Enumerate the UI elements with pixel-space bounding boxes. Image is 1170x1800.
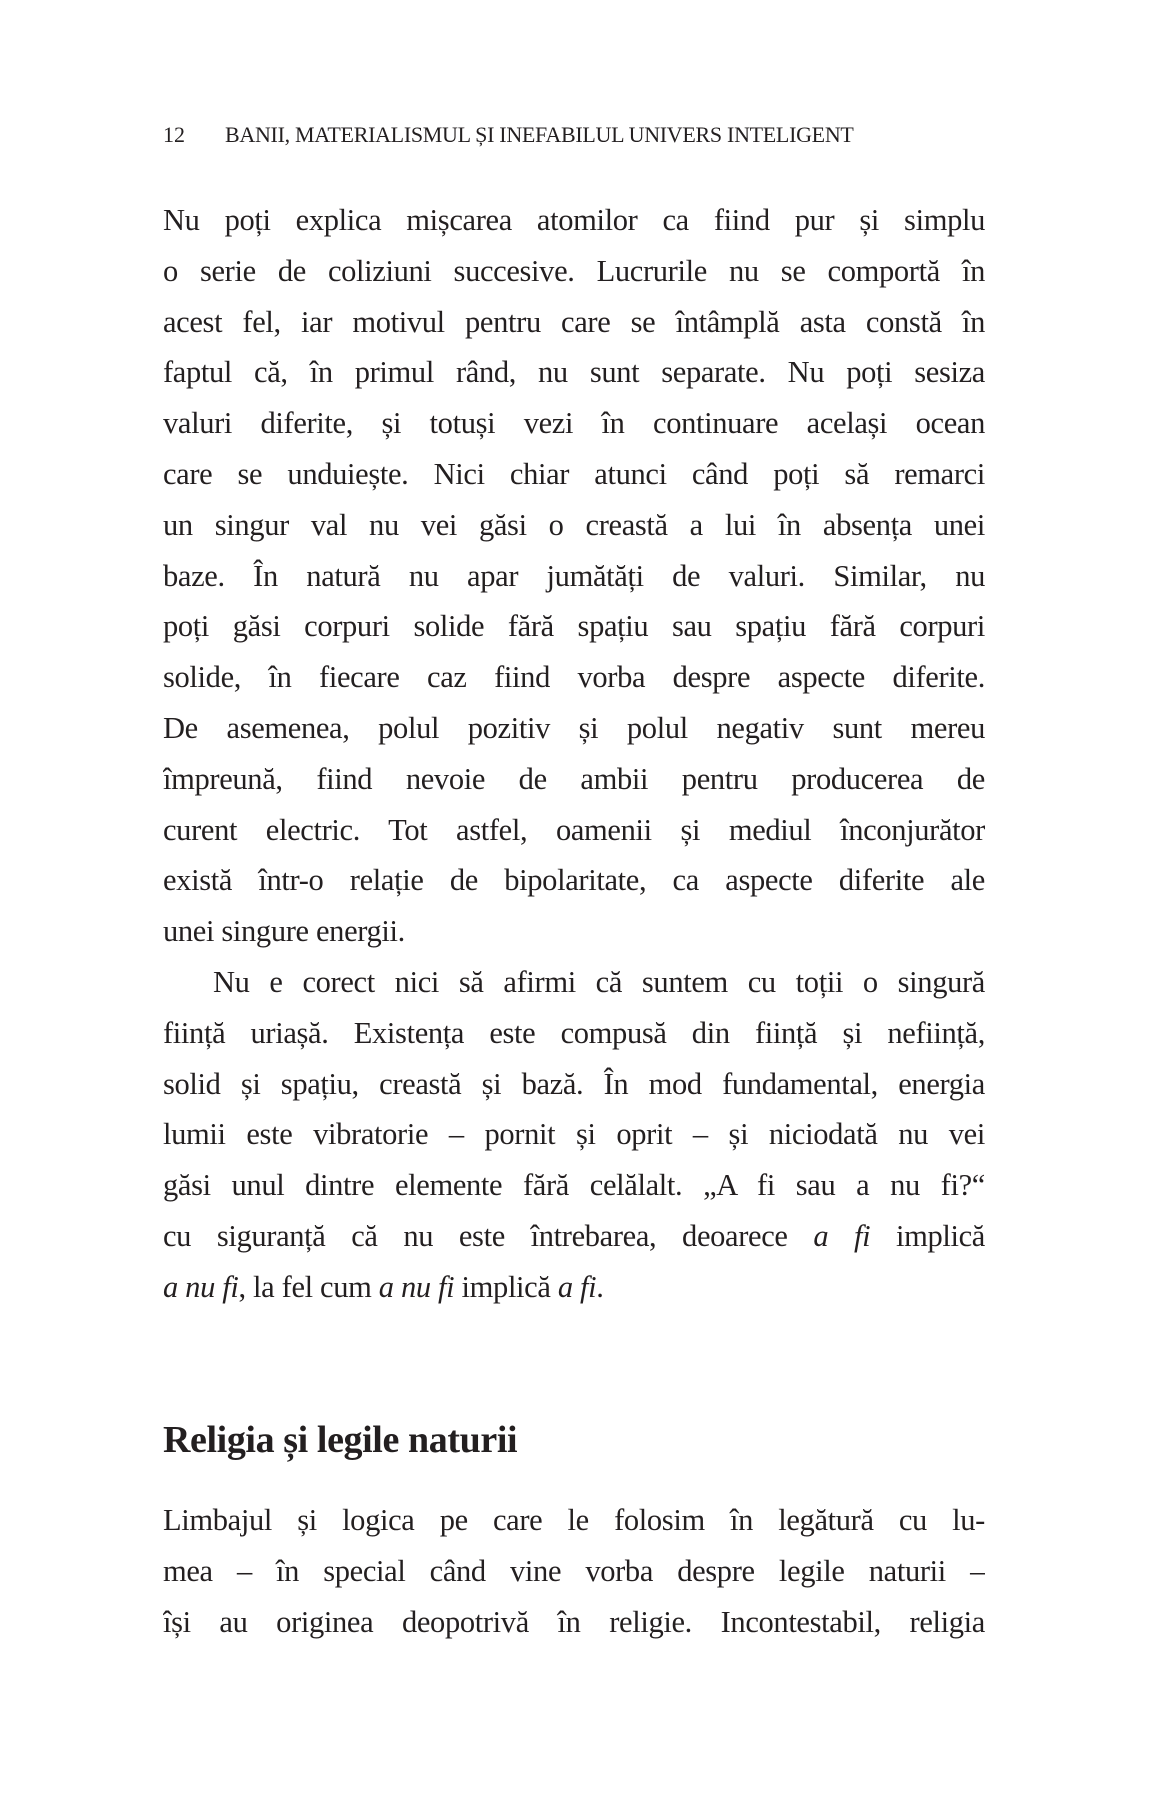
italic-run: a nu fi	[378, 1269, 455, 1304]
text-run: cu siguranță că nu este întrebarea, deoarece	[163, 1218, 814, 1253]
text-line	[163, 1211, 985, 1262]
text-run: implică	[454, 1269, 558, 1304]
text-line: poți găsi corpuri solide fără spațiu sau spațiu fără corpuri	[163, 609, 985, 644]
paragraph-3	[163, 1495, 985, 1647]
text-line: acest fel, iar motivul pentru care se întâmplă asta constă în	[163, 304, 985, 339]
text-line: solide, în fiecare caz fiind vorba despre aspecte diferite.	[163, 660, 985, 695]
text-line: Nu e corect nici să afirmi că suntem cu toții o singură	[213, 964, 985, 999]
paragraph-2	[163, 957, 985, 1313]
text-line: o serie de coliziuni succesive. Lucrurile nu se comportă în	[163, 253, 985, 288]
running-header	[163, 122, 985, 148]
text-line: există într-o relație de bipolaritate, ca aspecte diferite ale	[163, 863, 985, 898]
text-line: solid și spațiu, creastă și bază. În mod fundamental, energia	[163, 1066, 985, 1101]
text-line: valuri diferite, și totuși vezi în continuare același ocean	[163, 406, 985, 441]
text-line: unei singure energii.	[163, 914, 405, 949]
text-line: care se unduiește. Nici chiar atunci când poți să remarci	[163, 456, 985, 491]
section-heading: Religia și legile naturii	[163, 1419, 518, 1461]
text-line: mea – în special când vine vorba despre legile naturii –	[163, 1553, 985, 1588]
text-line: un singur val nu vei găsi o creastă a lui în absența unei	[163, 507, 985, 542]
text-run: implică	[870, 1218, 985, 1253]
text-line: ființă uriașă. Existența este compusă din ființă și neființă,	[163, 1015, 985, 1050]
page-number: 12	[163, 122, 185, 147]
text-line: Nu poți explica mișcarea atomilor ca fiind pur și simplu	[163, 203, 985, 237]
paragraph-1	[163, 195, 985, 957]
text-line: găsi unul dintre elemente fără celălalt. „A fi sau a nu fi?“	[163, 1168, 985, 1203]
text-line: De asemenea, polul pozitiv și polul negativ sunt mereu	[163, 710, 985, 745]
text-run: , la fel cum	[238, 1269, 379, 1304]
body-text	[163, 195, 985, 1313]
text-line: lumii este vibratorie – pornit și oprit – și niciodată nu vei	[163, 1117, 985, 1152]
text-line: Limbajul și logica pe care le folosim în legătură cu lu-	[163, 1503, 985, 1537]
text-line: își au originea deopotrivă în religie. Incontestabil, religia	[163, 1604, 985, 1639]
text-line: împreună, fiind nevoie de ambii pentru producerea de	[163, 761, 985, 796]
text-line: baze. În natură nu apar jumătăți de valuri. Similar, nu	[163, 558, 985, 593]
text-line: faptul că, în primul rând, nu sunt separate. Nu poți sesiza	[163, 355, 985, 390]
text-line	[163, 1262, 985, 1313]
italic-run: a nu fi	[163, 1269, 239, 1304]
text-line: curent electric. Tot astfel, oamenii și mediul înconjurător	[163, 812, 985, 847]
italic-run: a fi	[557, 1269, 597, 1304]
running-title: BANII, MATERIALISMUL ȘI INEFABILUL UNIVERS INTELIGENT	[225, 122, 854, 147]
italic-run: a fi	[813, 1218, 871, 1253]
text-run: .	[596, 1269, 604, 1304]
